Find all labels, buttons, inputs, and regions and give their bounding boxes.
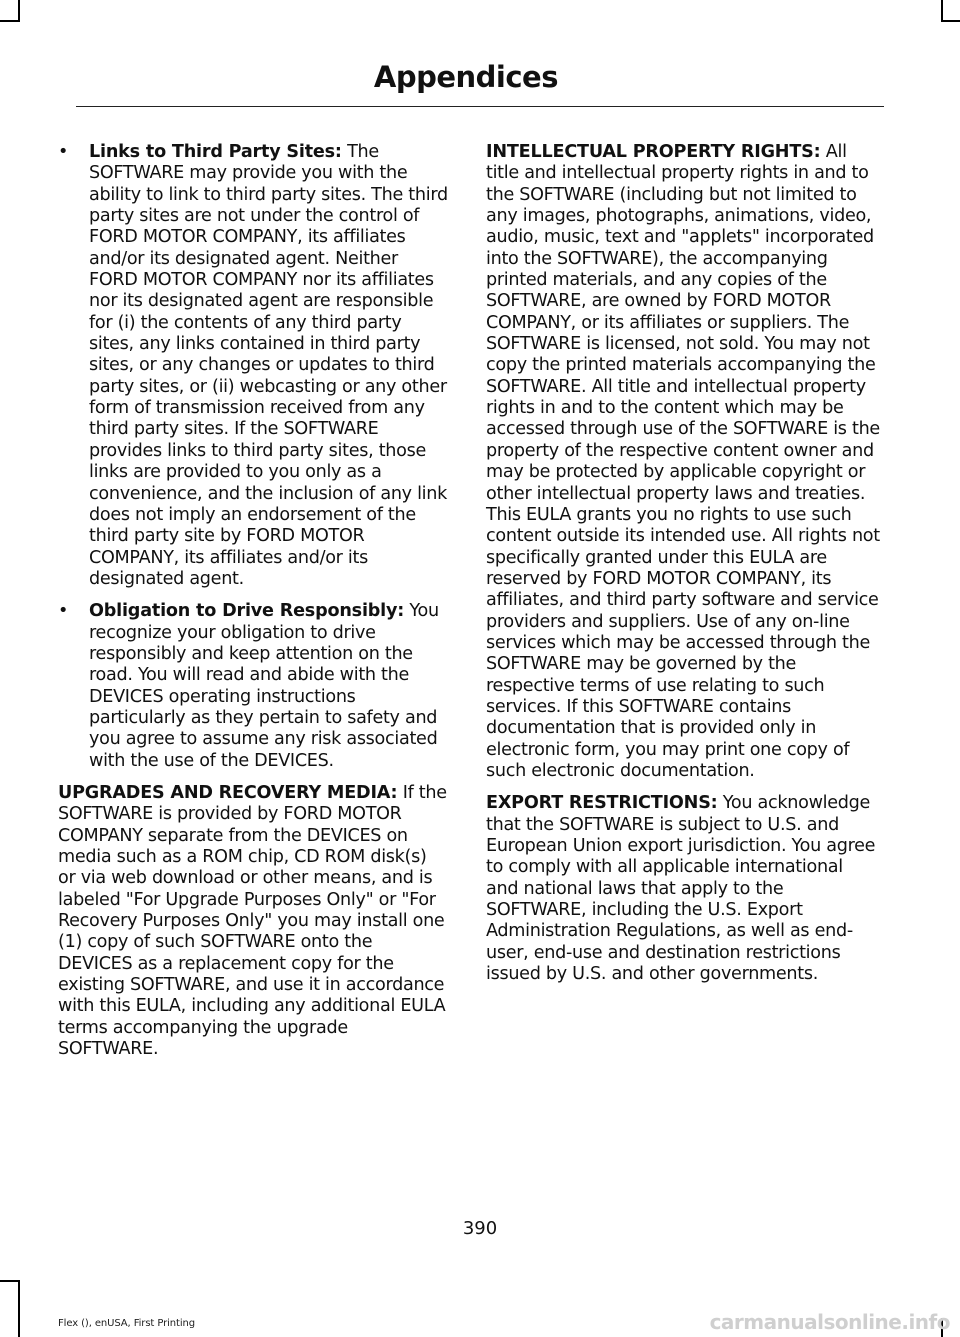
section-heading: INTELLECTUAL PROPERTY RIGHTS: (486, 142, 821, 162)
section-paragraph (486, 142, 880, 782)
section-text: If the SOFTWARE is provided by FORD MOTOR COMPANY separate from the DEVICES on media such as a ROM chip, CD ROM disk(s) or via web download or other means, and is labeled "For Upgrade Purposes Only" or "For Recovery Purposes Only" you may install one (1) copy of such SOFTWARE onto the DEVICES as a replacement copy for the existing SOFTWARE, and use it in accordance with this EULA, including any additional EULA terms accompanying the upgrade SOFTWARE. (58, 782, 447, 1060)
section-text: All title and intellectual property rights in and to the SOFTWARE (including but not limited to any images, photographs, animations, video, audio, music, text and "applets" incorporated into the SOFTWARE), the accompanying printed materials, and any copies of the SOFTWARE, are owned by FORD MOTOR COMPANY, or its affiliates or suppliers. The SOFTWARE is licensed, not sold. You may not copy the printed materials accompanying the SOFTWARE. All title and intellectual property rights in and to the content which may be accessed through use of the SOFTWARE is the property of the respective content owner and may be protected by applicable copyright or other intellectual property laws and treaties. This EULA grants you no rights to use such content outside its intended use. All rights not specifically granted under this EULA are reserved by FORD MOTOR COMPANY, its affiliates, and third party software and service providers and suppliers. Use of any on-line services which may be accessed through the SOFTWARE may be governed by the respective terms of use relating to such services. If this SOFTWARE contains documentation that is provided only in electronic form, you may print one copy of such electronic documentation. (486, 142, 880, 781)
header-divider (76, 106, 884, 107)
crop-mark-bottom-left-v (18, 1280, 20, 1337)
right-column (486, 142, 880, 996)
left-column (58, 142, 448, 1071)
bullet-heading: Links to Third Party Sites: (89, 142, 342, 162)
crop-mark-top-left-h (0, 20, 20, 22)
bullet-heading: Obligation to Drive Responsibly: (89, 601, 405, 622)
footer-text: Flex (), enUSA, First Printing (58, 1318, 195, 1329)
crop-mark-top-left-v (18, 0, 20, 22)
page-number: 390 (462, 1218, 498, 1239)
watermark: carmanualsonline.info (709, 1310, 950, 1334)
page-title: Appendices (373, 60, 558, 94)
section-heading: EXPORT RESTRICTIONS: (486, 793, 718, 814)
bullet-text: The SOFTWARE may provide you with the ability to link to third party sites. The third party sites are not under the control of FORD MOTOR COMPANY, its affiliates and/or its designated agent. Neither FORD MOTOR COMPANY nor its affiliates nor its designated agent are responsible for (i) the contents of any third party sites, any links contained in third party sites, or any changes or updates to third party sites, or (ii) webcasting or any other form of transmission received from any third party sites. If the SOFTWARE provides links to third party sites, those links are provided to you only as a convenience, and the inclusion of any link does not imply an endorsement of the third party site by FORD MOTOR COMPANY, its affiliates and/or its designated agent. (89, 142, 448, 589)
bullet-text: You recognize your obligation to drive responsibly and keep attention on the road. You will read and abide with the DEVICES operating instructions particularly as they pertain to safety and you agree to assume any risk associated with the use of the DEVICES. (89, 601, 439, 771)
crop-mark-top-right-h (941, 20, 960, 22)
section-paragraph (486, 793, 880, 985)
crop-mark-bottom-left-h (0, 1280, 20, 1282)
section-paragraph (58, 783, 448, 1060)
section-text: You acknowledge that the SOFTWARE is subject to U.S. and European Union export jurisdiction. You agree to comply with all applicable international and national laws that apply to the SOFTWARE, including the U.S. Export Administration Regulations, as well as end-user, end-use and destination restrictions issued by U.S. and other governments. (486, 793, 876, 985)
bullet-item (58, 601, 448, 772)
crop-mark-top-right-v (941, 0, 943, 22)
bullet-item (58, 142, 448, 590)
bullet-icon: • (58, 601, 69, 622)
bullet-icon: • (58, 142, 69, 162)
section-heading: UPGRADES AND RECOVERY MEDIA: (58, 782, 398, 803)
